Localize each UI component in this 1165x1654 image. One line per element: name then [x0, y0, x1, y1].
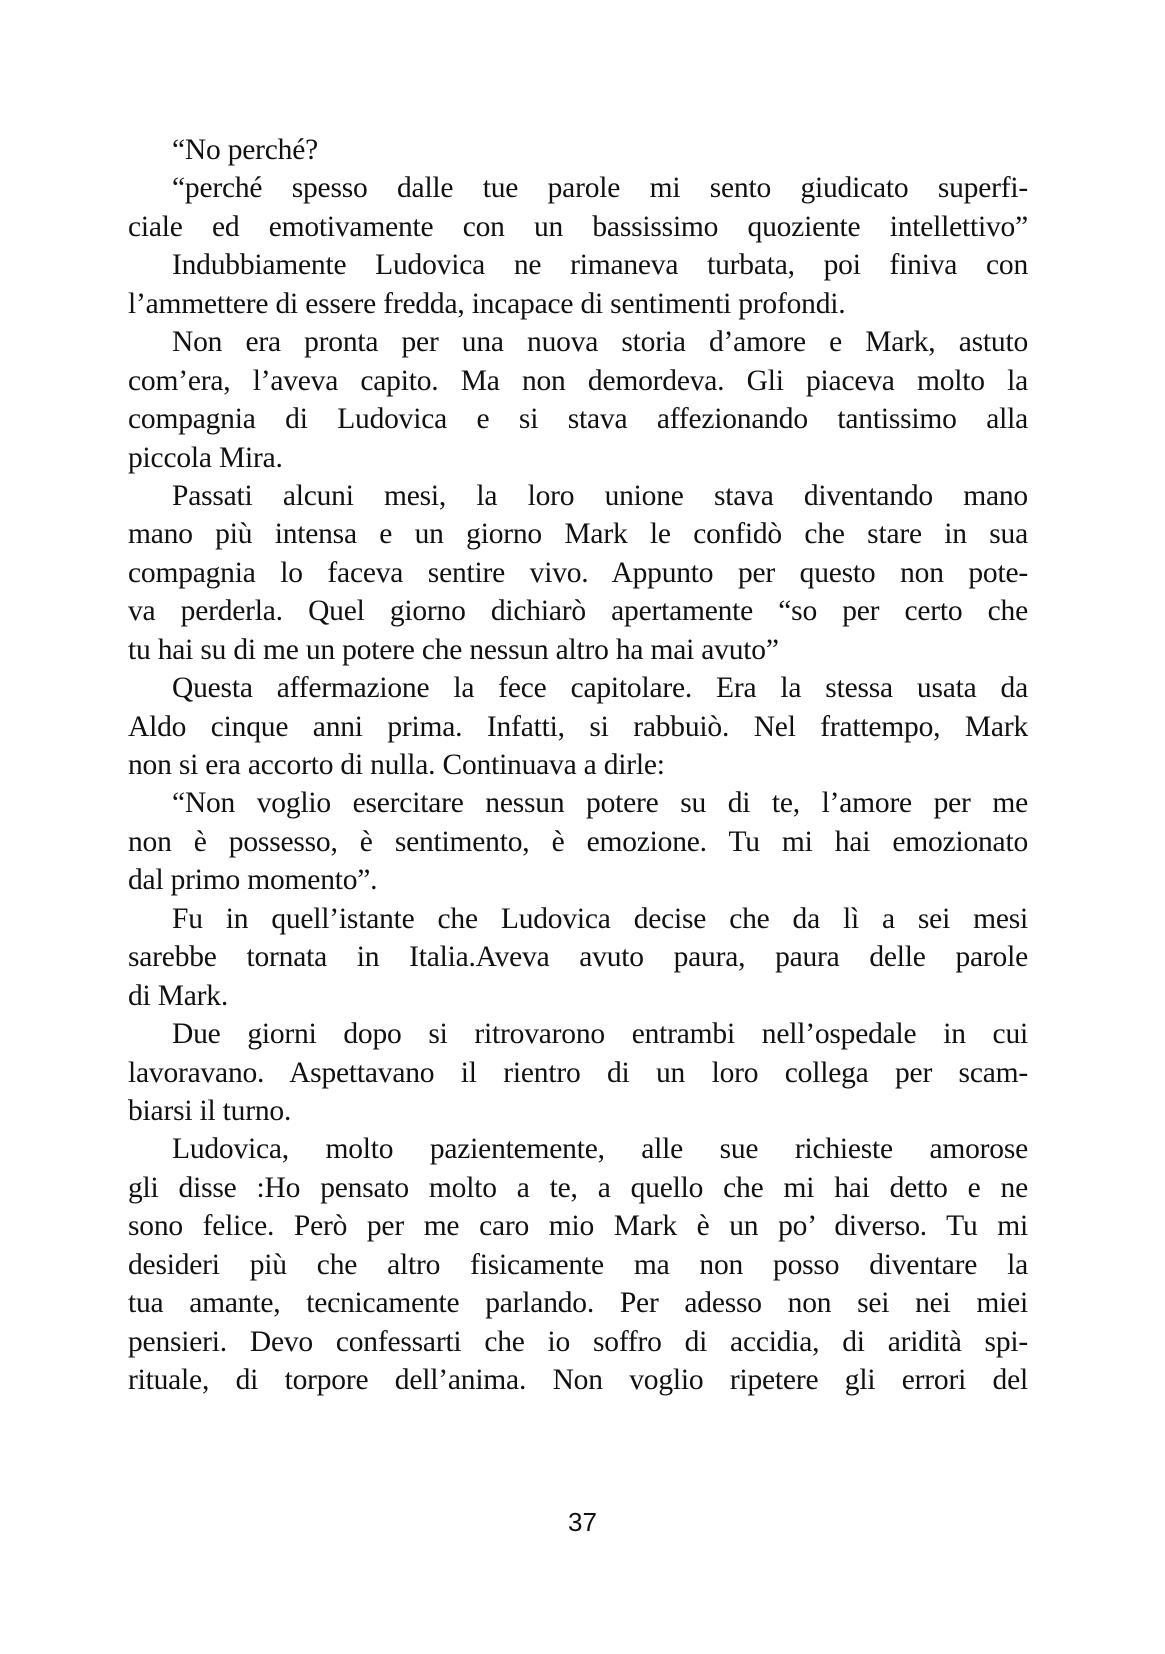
- text-line: “No perché?: [172, 134, 319, 166]
- text-line: gli disse :Ho pensato molto a te, a quello che mi hai detto e ne: [128, 1171, 1028, 1204]
- body-text: [128, 131, 1028, 1399]
- text-line: l’ammettere di essere fredda, incapace di sentimenti profondi.: [128, 287, 846, 320]
- text-line: dal primo momento”.: [128, 864, 378, 897]
- text-line: ciale ed emotivamente con un bassissimo quoziente intellettivo”: [128, 210, 1028, 243]
- text-line: Ludovica, molto pazientemente, alle sue richieste amorose: [172, 1133, 1028, 1166]
- text-line: “perché spesso dalle tue parole mi sento giudicato superfi-: [172, 172, 1028, 205]
- text-line: mano più intensa e un giorno Mark le confidò che stare in sua: [128, 518, 1028, 551]
- text-line: desideri più che altro fisicamente ma non posso diventare la: [128, 1248, 1028, 1281]
- text-line: non si era accorto di nulla. Continuava a dirle:: [128, 749, 665, 781]
- text-line: piccola Mira.: [128, 441, 283, 474]
- text-line: sarebbe tornata in Italia.Aveva avuto paura, paura delle parole: [128, 941, 1028, 974]
- text-line: Questa affermazione la fece capitolare. Era la stessa usata da: [172, 672, 1028, 705]
- text-line: lavoravano. Aspettavano il rientro di un loro collega per scam-: [128, 1056, 1028, 1089]
- text-line: rituale, di torpore dell’anima. Non voglio ripetere gli errori del: [128, 1364, 1028, 1396]
- text-line: pensieri. Devo confessarti che io soffro di accidia, di aridità spi-: [128, 1325, 1028, 1358]
- text-line: compagnia di Ludovica e si stava affezionando tantissimo alla: [128, 403, 1028, 436]
- text-line: tu hai su di me un potere che nessun altro ha mai avuto”: [128, 633, 779, 666]
- text-line: sono felice. Però per me caro mio Mark è un po’ diverso. Tu mi: [128, 1210, 1028, 1243]
- text-line: Due giorni dopo si ritrovarono entrambi nell’ospedale in cui: [172, 1018, 1028, 1051]
- text-line: Indubbiamente Ludovica ne rimaneva turbata, poi finiva con: [172, 249, 1028, 282]
- text-line: Passati alcuni mesi, la loro unione stava diventando mano: [172, 479, 1028, 512]
- text-line: va perderla. Quel giorno dichiarò apertamente “so per certo che: [128, 595, 1028, 628]
- text-line: “Non voglio esercitare nessun potere su di te, l’amore per me: [172, 787, 1028, 820]
- text-line: compagnia lo faceva sentire vivo. Appunto per questo non pote-: [128, 556, 1028, 589]
- text-line: com’era, l’aveva capito. Ma non demordeva. Gli piaceva molto la: [128, 364, 1028, 397]
- text-line: biarsi il turno.: [128, 1094, 292, 1127]
- text-line: tua amante, tecnicamente parlando. Per adesso non sei nei miei: [128, 1287, 1028, 1320]
- text-line: Non era pronta per una nuova storia d’amore e Mark, astuto: [172, 326, 1028, 359]
- page-number: 37: [568, 1507, 597, 1537]
- text-line: Fu in quell’istante che Ludovica decise che da lì a sei mesi: [172, 902, 1028, 935]
- text-line: Aldo cinque anni prima. Infatti, si rabbuiò. Nel frattempo, Mark: [128, 710, 1028, 743]
- text-line: non è possesso, è sentimento, è emozione. Tu mi hai emozionato: [128, 825, 1028, 858]
- text-line: di Mark.: [128, 979, 228, 1012]
